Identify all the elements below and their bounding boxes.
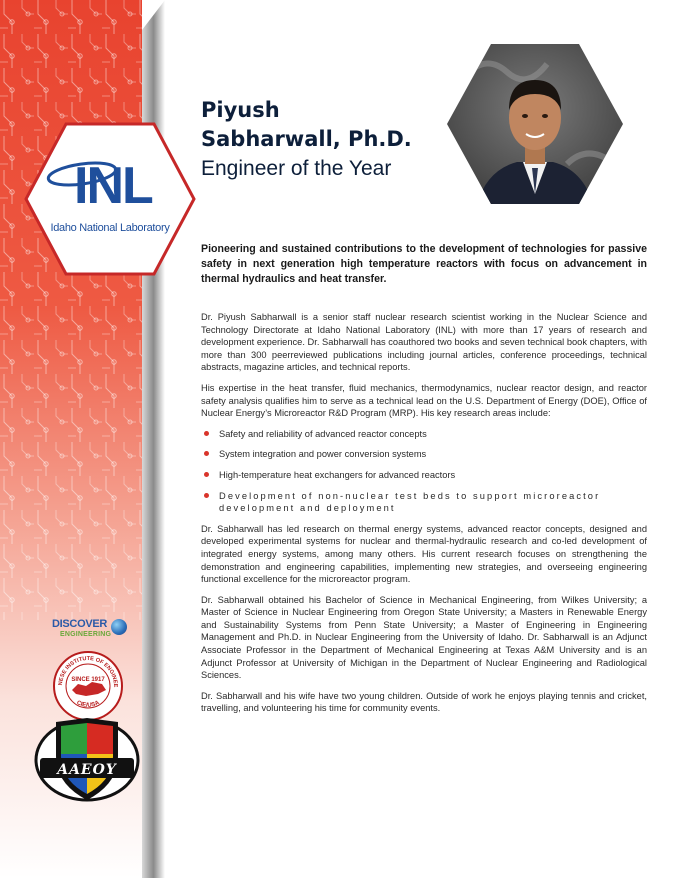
list-item: Development of non-nuclear test beds to support microreactor development and deployment xyxy=(201,490,647,515)
globe-icon xyxy=(111,619,127,635)
inl-logo-badge xyxy=(24,122,196,276)
aaeoy-wordmark: AAEOY xyxy=(57,762,117,778)
bio-paragraph-1: Dr. Piyush Sabharwall is a senior staff nuclear research scientist working in the Nuclear Science and Technology Directorate at Idaho National Laboratory (INL) with more than 17 years of research and development experience. Dr. Sabharwall has coauthored two books and seven technical book chapters, with more than 300 peerreviewed publications including journal articles, conference proceedings, technical abstracts, magazine articles, and technical reports. xyxy=(201,312,647,373)
bullet-icon xyxy=(204,451,209,456)
inl-acronym: INL xyxy=(74,157,152,215)
discover-wordmark: DISCOVER xyxy=(52,618,108,630)
portrait-illustration xyxy=(447,44,623,204)
honoree-first-name: Piyush xyxy=(201,98,280,122)
bullet-icon xyxy=(204,431,209,436)
aaeoy-logo xyxy=(34,712,140,804)
biography-content xyxy=(201,242,647,723)
cie-ring-bottom-text: CIE/USA xyxy=(75,700,101,709)
cie-since-text: SINCE 1917 xyxy=(71,677,105,683)
bio-paragraph-5: Dr. Sabharwall and his wife have two young children. Outside of work he enjoys playing tennis and cricket, travelling, and volunteering his time for community events. xyxy=(201,690,647,714)
list-item: Safety and reliability of advanced reactor concepts xyxy=(201,428,647,441)
cie-ring-top-text: NESE INSTITUTE OF ENGINEE xyxy=(57,655,119,688)
research-areas-list xyxy=(201,428,647,515)
bio-paragraph-4: Dr. Sabharwall obtained his Bachelor of Science in Mechanical Engineering, from Wilkes University; a Master of Science in Nuclear Engineering from Oregon State University; a Masters in Renewable Energy and Sustainability Systems from Penn State University; a Master of Engineering in Engineering Management and Ph.D. in Nuclear Engineering from the University of Idaho. Dr. Sabharwall is an Adjunct Associate Professor in the Department of Mechanical Engineering at Texas A&M University and is an Adjunct Professor at University of Michigan in the Department of Nuclear Engineering and Radiological Sciences. xyxy=(201,594,647,681)
award-citation: Pioneering and sustained contributions to the development of technologies for passive safety in next generation high temperature reactors with focus on advancement in thermal hydraulics and heat transfer. xyxy=(201,243,647,285)
bullet-icon xyxy=(204,493,209,498)
discover-subtitle: ENGINEERING xyxy=(60,631,112,638)
discover-engineering-logo xyxy=(48,616,130,644)
honoree-last-name: Sabharwall, Ph.D. xyxy=(201,127,412,151)
list-item: System integration and power conversion systems xyxy=(201,448,647,461)
portrait-photo xyxy=(447,44,623,204)
award-title: Engineer of the Year xyxy=(201,157,392,180)
aaeoy-shield-graphic xyxy=(34,712,140,804)
bio-paragraph-3: Dr. Sabharwall has led research on thermal energy systems, advanced reactor concepts, designed and developed experimental systems for nuclear and thermal-hydraulic research and co-led development of integrated energy systems, among many others. His current research focuses on strengthening the demonstration and engineering capabilities, implementing new strategies, and overseeing engineering functional excellence for the microreactor program. xyxy=(201,523,647,585)
inl-full-name: Idaho National Laboratory xyxy=(50,222,170,234)
honoree-name xyxy=(201,96,412,154)
bullet-icon xyxy=(204,472,209,477)
bio-paragraph-2: His expertise in the heat transfer, fluid mechanics, thermodynamics, nuclear reactor design, and reactor safety analysis qualifies him to serve as a technical lead on the U.S. Department of Energy (DOE), Office of Nuclear Energy’s Microreactor R&D Program (MRP). His key research areas include: xyxy=(201,382,647,419)
list-item: High-temperature heat exchangers for advanced reactors xyxy=(201,469,647,482)
